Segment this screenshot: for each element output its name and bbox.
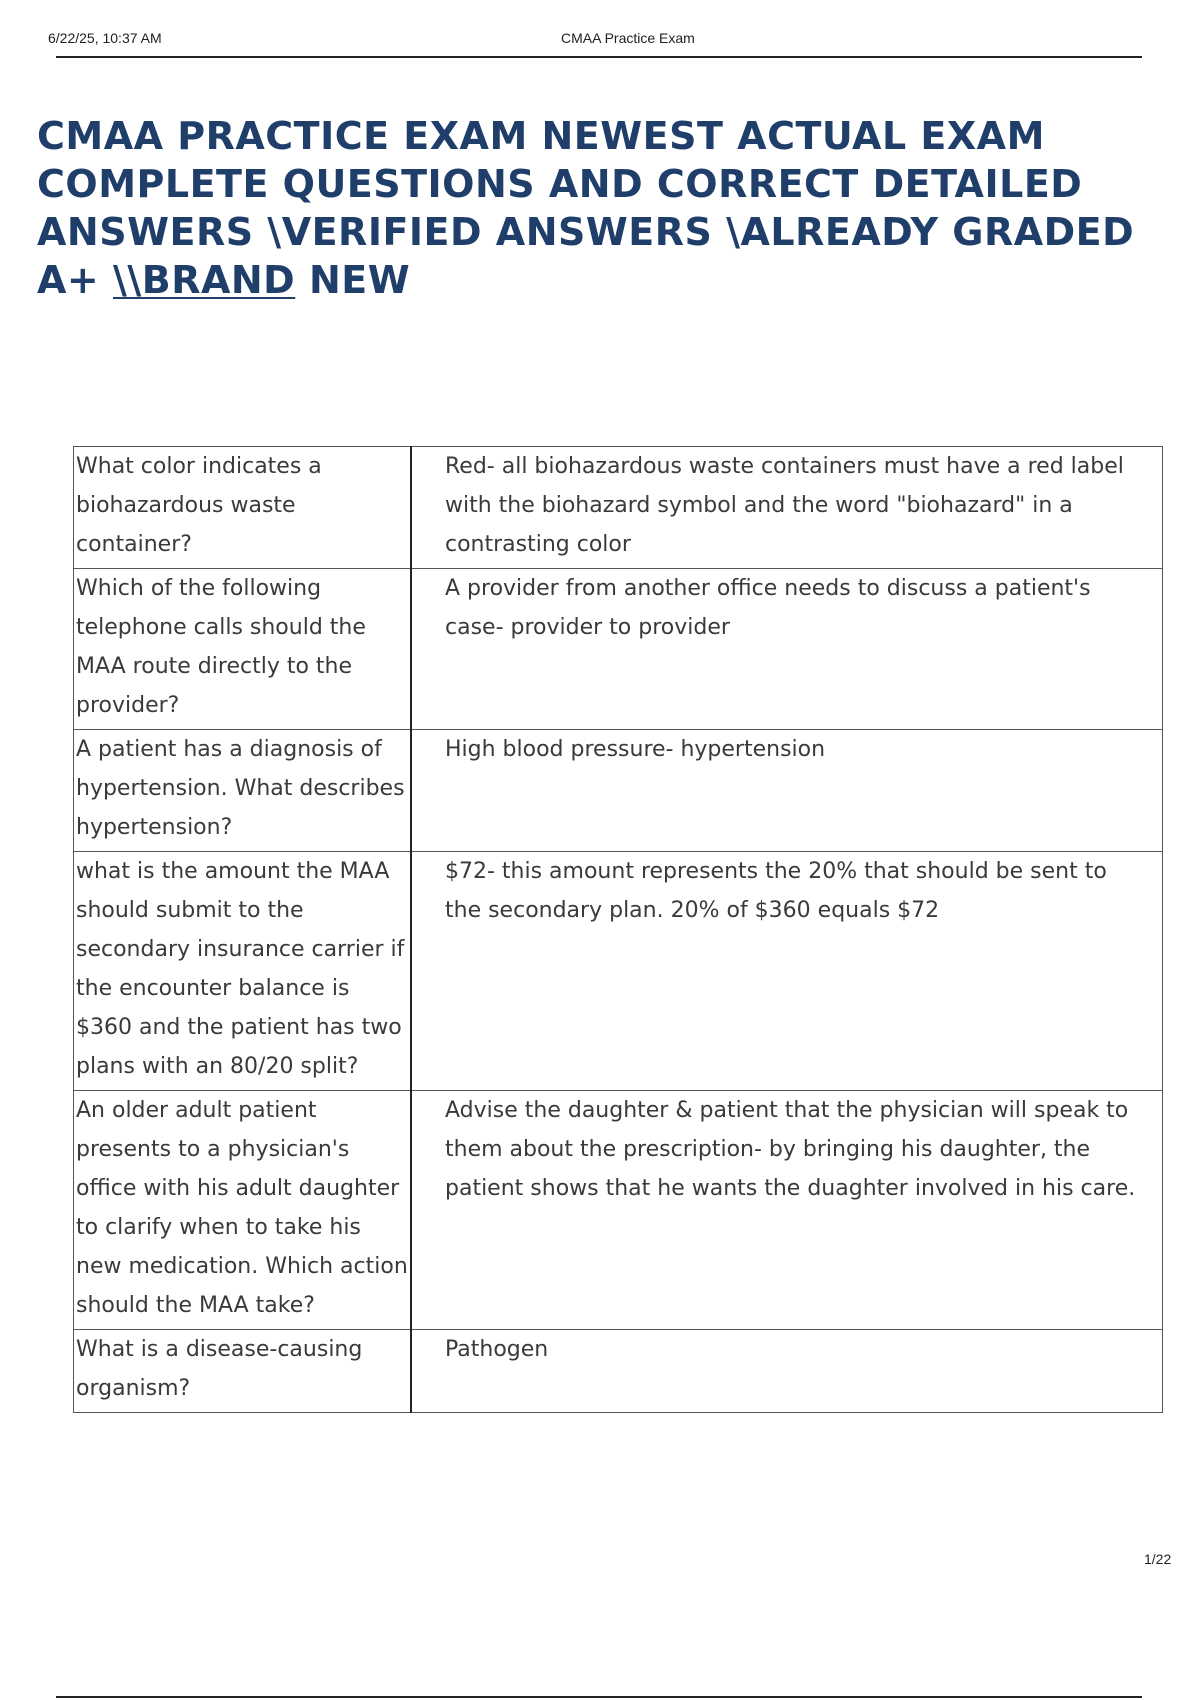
document-title-underlined: \\BRAND (112, 258, 296, 302)
answer-cell: Pathogen (411, 1330, 1163, 1413)
table-row (74, 730, 1163, 852)
header-divider (56, 56, 1142, 58)
answer-cell: Red- all biohazardous waste containers must have a red label with the biohazard symbol and the word "biohazard" in a contrasting color (411, 447, 1163, 569)
table-row (74, 447, 1163, 569)
question-cell: A patient has a diagnosis of hypertension. What describes hypertension? (74, 730, 412, 852)
answer-cell: High blood pressure- hypertension (411, 730, 1163, 852)
qa-table (73, 446, 1163, 1413)
footer-divider (56, 1696, 1142, 1698)
document-title (37, 112, 1167, 304)
document-title-end: NEW (295, 258, 411, 302)
answer-cell: A provider from another office needs to discuss a patient's case- provider to provider (411, 569, 1163, 730)
print-title: CMAA Practice Exam (561, 30, 695, 46)
table-row (74, 1330, 1163, 1413)
print-header (0, 28, 1200, 52)
print-date: 6/22/25, 10:37 AM (48, 30, 162, 46)
question-cell: Which of the following telephone calls should the MAA route directly to the provider? (74, 569, 412, 730)
answer-cell: $72- this amount represents the 20% that should be sent to the secondary plan. 20% of $360 equals $72 (411, 852, 1163, 1091)
answer-cell: Advise the daughter & patient that the physician will speak to them about the prescription- by bringing his daughter, the patient shows that he wants the duaghter involved in his care. (411, 1091, 1163, 1330)
page-number: 1/22 (1144, 1551, 1172, 1567)
table-row (74, 569, 1163, 730)
table-row (74, 1091, 1163, 1330)
question-cell: What color indicates a biohazardous waste container? (74, 447, 412, 569)
question-cell: What is a disease-causing organism? (74, 1330, 412, 1413)
table-row (74, 852, 1163, 1091)
question-cell: what is the amount the MAA should submit to the secondary insurance carrier if the encounter balance is $360 and the patient has two plans with an 80/20 split? (74, 852, 412, 1091)
question-cell: An older adult patient presents to a physician's office with his adult daughter to clarify when to take his new medication. Which action should the MAA take? (74, 1091, 412, 1330)
document-title-main: CMAA PRACTICE EXAM NEWEST ACTUAL EXAM COMPLETE QUESTIONS AND CORRECT DETAILED ANSWERS \VERIFIED ANSWERS \ALREADY GRADED A+ (37, 114, 1135, 302)
